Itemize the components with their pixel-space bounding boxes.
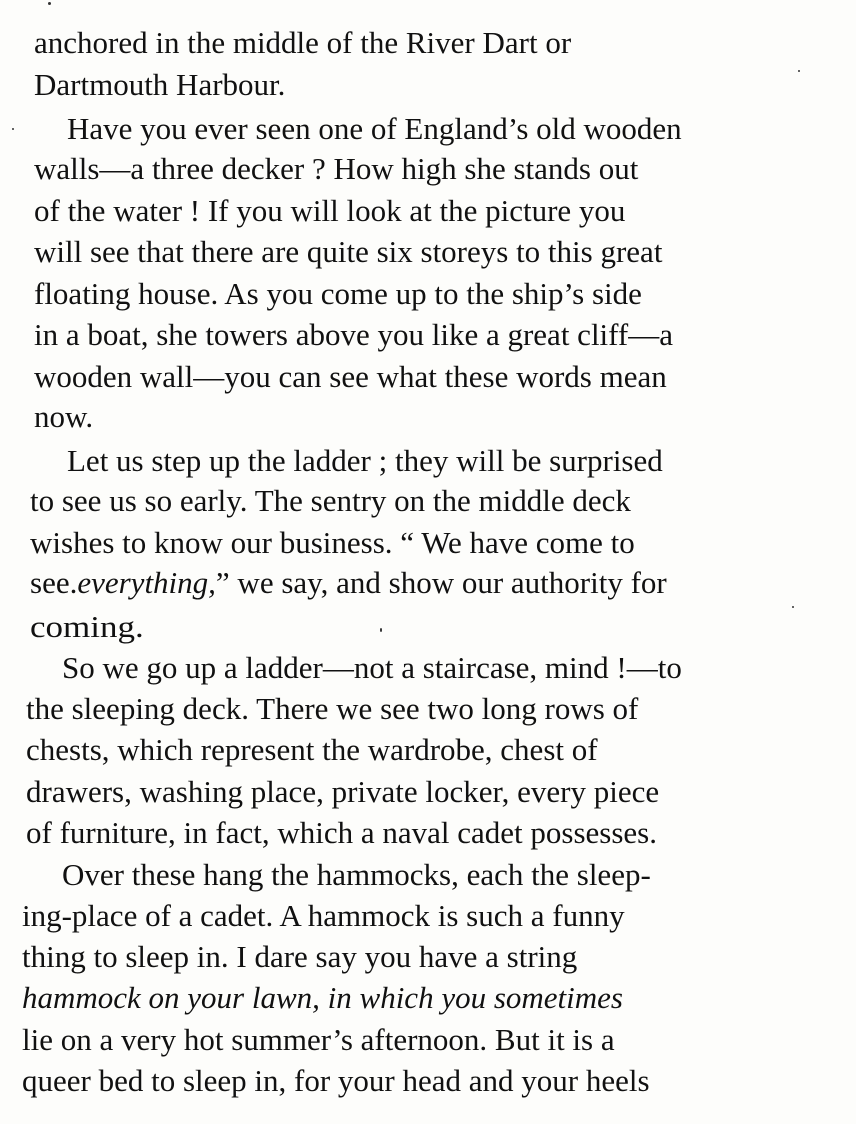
text-line: in a boat, she towers above you like a great cliff—a xyxy=(34,317,674,352)
text-line: the sleeping deck. There we see two long rows of xyxy=(26,691,639,726)
text-span: see. xyxy=(30,565,78,600)
text-line: floating house. As you come up to the ship’s side xyxy=(34,276,642,311)
text-line xyxy=(22,977,623,1019)
text-line: queer bed to sleep in, for your head and your heels xyxy=(22,1063,650,1098)
print-speck xyxy=(798,70,800,72)
text-line: of furniture, in fact, which a naval cadet possesses. xyxy=(26,815,657,850)
text-line: wooden wall—you can see what these words mean xyxy=(34,359,667,394)
text-line: Over these hang the hammocks, each the sleep- xyxy=(62,857,651,892)
print-speck xyxy=(380,628,382,632)
print-speck xyxy=(12,128,14,130)
text-line: ing-place of a cadet. A hammock is such a funny xyxy=(22,898,625,933)
text-line: chests, which represent the wardrobe, chest of xyxy=(26,732,598,767)
text-line: walls—a three decker ? How high she stands out xyxy=(34,151,639,186)
text-line: coming. xyxy=(30,609,144,644)
text-line: now. xyxy=(34,399,94,434)
text-line: wishes to know our business. “ We have come to xyxy=(30,525,635,560)
text-line: anchored in the middle of the River Dart or xyxy=(34,25,572,60)
text-line: lie on a very hot summer’s afternoon. But it is a xyxy=(22,1022,615,1057)
text-line: Have you ever seen one of England’s old wooden xyxy=(67,111,682,146)
text-line: So we go up a ladder—not a staircase, mind !—to xyxy=(62,650,682,685)
text-line: to see us so early. The sentry on the middle deck xyxy=(30,483,631,518)
print-speck xyxy=(48,2,51,5)
text-line xyxy=(30,562,667,604)
text-line: Dartmouth Harbour. xyxy=(34,67,286,102)
text-line: of the water ! If you will look at the picture you xyxy=(34,193,626,228)
text-line: Let us step up the ladder ; they will be surprised xyxy=(67,443,663,478)
print-speck xyxy=(792,606,794,608)
text-line: will see that there are quite six storeys to this great xyxy=(34,234,663,269)
text-line: drawers, washing place, private locker, every piece xyxy=(26,774,660,809)
text-span: ” we say, and show our authority for xyxy=(215,565,667,600)
italic-span: hammock on your lawn, in which you sometimes xyxy=(22,980,623,1015)
italic-span: everything, xyxy=(77,565,216,600)
text-line: thing to sleep in. I dare say you have a string xyxy=(22,939,578,974)
